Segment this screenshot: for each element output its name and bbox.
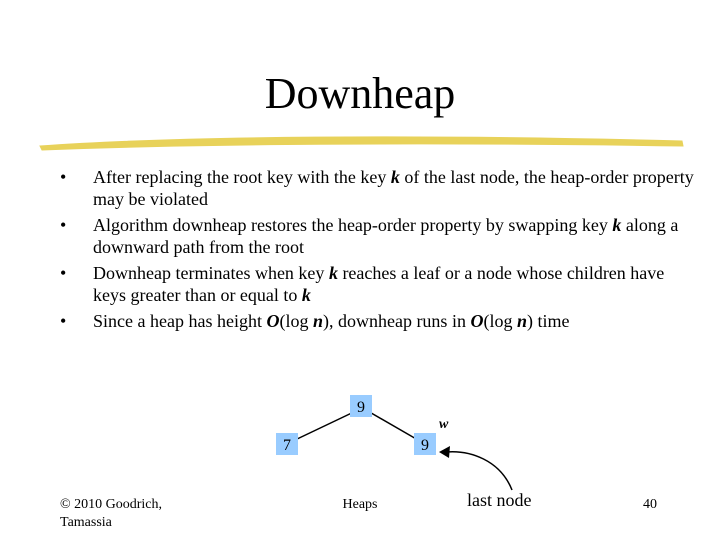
slide-title: Downheap <box>264 69 456 118</box>
math-symbol: k <box>301 285 311 305</box>
math-symbol: n <box>516 311 527 331</box>
w-label: w <box>439 417 449 432</box>
footer-copyright <box>60 496 162 532</box>
bullet-dot-icon: • <box>60 167 67 187</box>
bullet-text: Algorithm downheap restores the heap-order property by swapping key <box>93 215 613 235</box>
bullet-text: reaches a leaf or a node whose children have keys greater than or equal to <box>93 263 665 305</box>
bullet-dot-icon: • <box>60 311 67 331</box>
copyright-line-2: Tamassia <box>60 515 112 530</box>
arrow-head-icon <box>439 446 450 458</box>
math-symbol: O <box>266 311 280 331</box>
bullet-text: (log <box>279 311 313 331</box>
bullet-text: After replacing the root key with the key <box>93 167 391 187</box>
last-node-label: last node <box>467 490 532 510</box>
math-symbol: n <box>312 311 323 331</box>
last-node-arrow <box>446 452 512 490</box>
bullet-text: ), downheap runs in <box>322 311 471 331</box>
footer-section-label: Heaps <box>342 497 378 512</box>
edge-root-right <box>366 410 418 440</box>
page-number: 40 <box>643 497 657 512</box>
math-symbol: k <box>612 215 622 235</box>
bullet-dot-icon: • <box>60 215 67 235</box>
left-child-key: 7 <box>283 437 291 454</box>
edge-root-left <box>295 410 358 440</box>
bullet-text: ) time <box>526 311 570 331</box>
math-symbol: k <box>328 263 338 283</box>
bullet-text: of the last node, the heap-order property may be violated <box>93 167 694 209</box>
right-child-key: 9 <box>421 437 429 454</box>
bullet-text: Downheap terminates when key <box>93 263 329 283</box>
copyright-line-1: © 2010 Goodrich, <box>60 497 163 512</box>
math-symbol: O <box>470 311 484 331</box>
bullet-text: (log <box>483 311 517 331</box>
bullet-text: Since a heap has height <box>93 311 267 331</box>
math-symbol: k <box>390 167 400 187</box>
root-key: 9 <box>357 399 365 416</box>
bullet-text: along a downward path from the root <box>93 215 679 257</box>
bullet-dot-icon: • <box>60 263 67 283</box>
